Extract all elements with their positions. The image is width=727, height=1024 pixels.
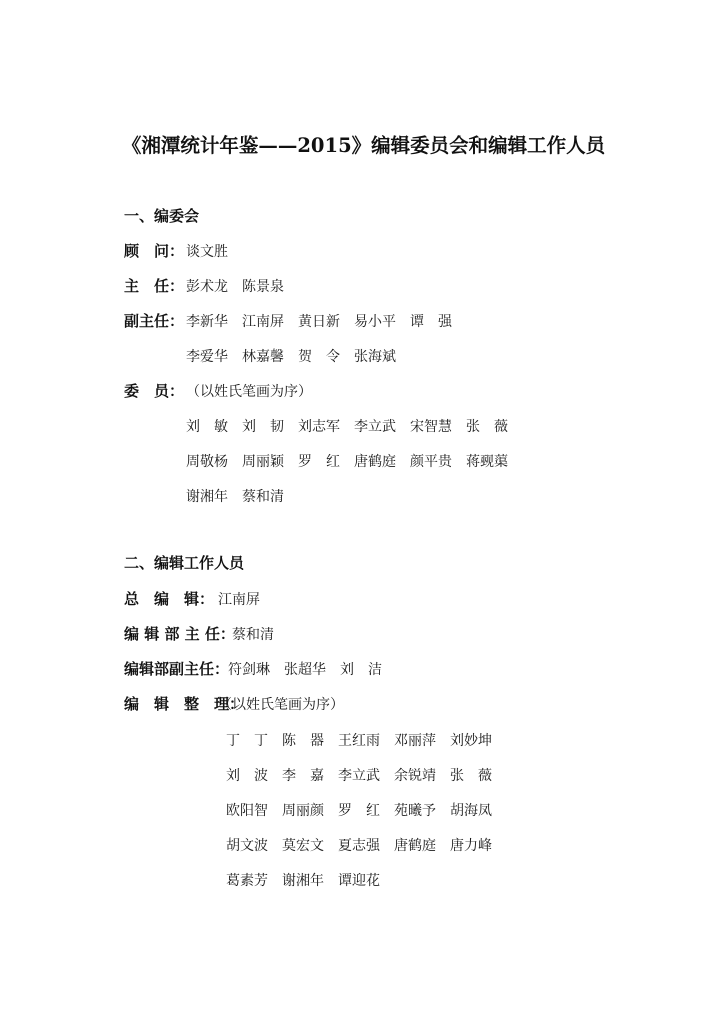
dept-director-value: 蔡和清 (232, 627, 274, 643)
editors-line-4: 胡文波 莫宏文 夏志强 唐鹤庭 唐力峰 (226, 838, 492, 854)
dept-director-label: 编 辑 部 主 任： (124, 625, 235, 643)
director-value: 彭术龙 陈景泉 (186, 279, 284, 295)
editors-line-5: 葛素芳 谢湘年 谭迎花 (226, 873, 380, 889)
members-note: （以姓氏笔画为序） (186, 384, 312, 400)
dept-deputy-label: 编辑部副主任： (124, 660, 230, 678)
advisor-value: 谈文胜 (186, 244, 228, 260)
members-line-2: 周敬杨 周丽颖 罗 红 唐鹤庭 颜平贵 蒋觋蕖 (186, 454, 508, 470)
members-line-1: 刘 敏 刘 韧 刘志军 李立武 宋智慧 张 薇 (186, 419, 508, 435)
editors-line-2: 刘 波 李 嘉 李立武 余锐靖 张 薇 (226, 768, 492, 784)
director-label: 主 任： (124, 277, 185, 295)
editors-line-1: 丁 丁 陈 器 王红雨 邓丽萍 刘妙坤 (226, 733, 492, 749)
chief-editor-label: 总 编 辑： (124, 590, 215, 608)
chief-editor-value: 江南屏 (218, 592, 260, 608)
staff-heading: 二、编辑工作人员 (124, 554, 245, 572)
members-line-3: 谢湘年 蔡和清 (186, 489, 284, 505)
deputy-line-2: 李爱华 林嘉馨 贺 令 张海斌 (186, 349, 396, 365)
editors-label: 编 辑 整 理： (124, 695, 245, 713)
members-label: 委 员： (124, 382, 185, 400)
editors-note: （以姓氏笔画为序） (218, 697, 344, 713)
document-title: 《湘潭统计年鉴——2015》编辑委员会和编辑工作人员 (121, 134, 606, 157)
editors-line-3: 欧阳智 周丽颜 罗 红 苑曦予 胡海凤 (226, 803, 492, 819)
committee-heading: 一、编委会 (124, 207, 200, 225)
dept-deputy-value: 符剑琳 张超华 刘 洁 (228, 662, 382, 678)
deputy-label: 副主任： (124, 312, 185, 330)
advisor-label: 顾 问： (124, 242, 185, 260)
deputy-line-1: 李新华 江南屏 黄日新 易小平 谭 强 (186, 314, 452, 330)
